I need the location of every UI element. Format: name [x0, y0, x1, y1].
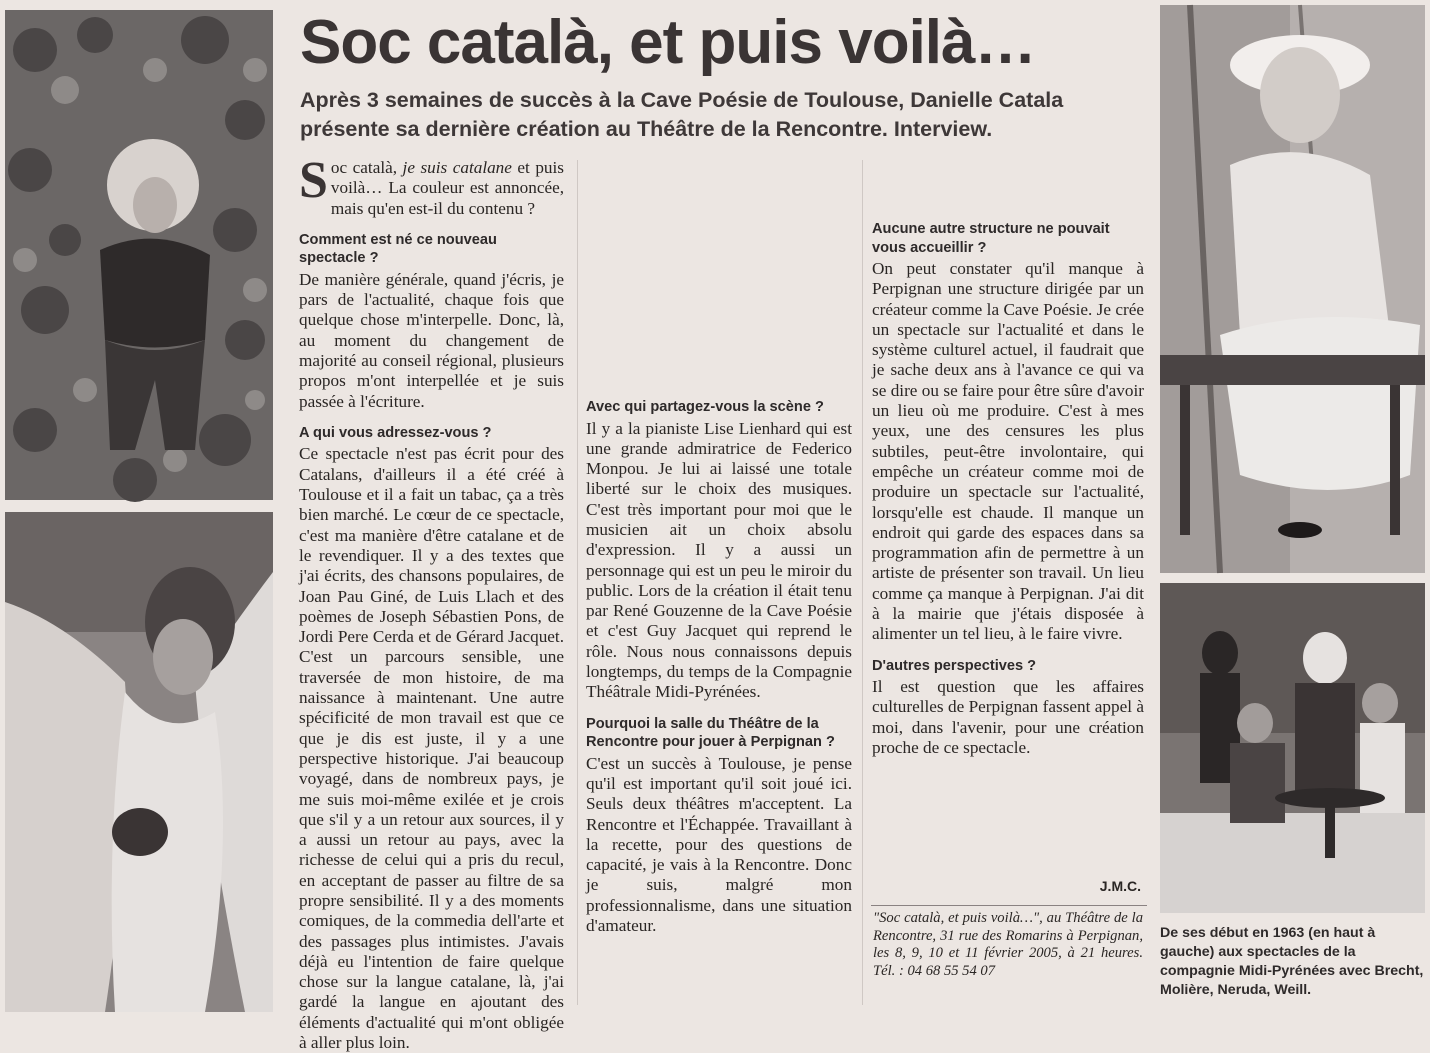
answer-paragraph: De manière générale, quand j'écris, je pars de l'actualité, chaque fois que quelque chose m'interpelle. Donc, là, au moment du changement de majorité au conseil régional, plusieurs propos m'ont interpellée et je suis passée à l'écriture.: [299, 269, 564, 411]
info-rule: [871, 905, 1147, 906]
answer-paragraph: Il est question que les affaires culturelles de Perpignan fassent appel à moi, dans l'avenir, pour une création proche de ce spectacle.: [872, 677, 1144, 758]
photo-actress-ivy: [5, 10, 273, 500]
question-heading: Aucune autre structure ne pouvait vous accueillir ?: [872, 221, 1110, 256]
headline: Soc català, et puis voilà…: [300, 8, 1036, 77]
standfirst: Après 3 semaines de succès à la Cave Poésie de Toulouse, Danielle Catala présente sa dernière création au Théâtre de la Rencontre. Interview.: [300, 88, 1064, 141]
answer-paragraph: Il y a la pianiste Lise Lienhard qui est une grande admiratrice de Federico Monpou. Je lui ai laissé une totale liberté sur le choix des musiques. C'est très important pour moi que le musicien ait un choix absolu d'expression. Il y a aussi un personnage qui est un peu le miroir du public. Lors de la création il était tenu par René Gouzenne de la Cave Poésie et c'est Guy Jacquet qui reprend le rôle. Nous nous connaissons depuis longtemps, du temps de la Compagnie Théâtrale Midi-Pyrénées.: [586, 418, 852, 702]
answer-paragraph: On peut constater qu'il manque à Perpignan une structure dirigée par un créateur comme la Cave Poésie. Je crée un spectacle sur l'actualité et dans le système culturel actuel, il faudrait que je sache deux ans à l'avance ce qui va se dire ou se faire pour être sûre d'avoir un lieu où me produire. C'est à mes yeux, une des censures les plus subtiles, peut-être involontaire, qui empêche un créateur comme moi de produire un spectacle sur l'actualité, lorsqu'elle est chaude. Il manque un endroit qui garde des espaces dans sa programmation afin de permettre à un artiste de présenter son travail. Un lieu comme ça manque à Perpignan. J'ai dit à la mairie que j'étais disposée à alimenter un tel lieu, à le faire vivre.: [872, 259, 1144, 644]
photo-caption: De ses début en 1963 (en haut à gauche) aux spectacles de la compagnie Midi-Pyrénées avec Brecht, Molière, Neruda, Weill.: [1160, 925, 1424, 998]
question-heading: Comment est né ce nouveau spectacle ?: [299, 231, 497, 267]
column-divider: [577, 160, 578, 1005]
question-heading: A qui vous adressez-vous ?: [299, 424, 492, 441]
photo-woman-hat: [1160, 5, 1425, 573]
answer-paragraph: C'est un succès à Toulouse, je pense qu'il est important qu'il soit joué ici. Seuls deux théâtres m'acceptent. La Rencontre et l'Échappée. Travaillant à la recette, pour des questions de capacité, je vais à la Rencontre. Donc je suis, malgré mon professionnalisme, dans une situation d'amateur.: [586, 753, 852, 936]
question-heading: Pourquoi la salle du Théâtre de la Rencontre pour jouer à Perpignan ?: [586, 715, 835, 751]
column-divider: [862, 160, 863, 1005]
author-signature: J.M.C.: [1099, 878, 1141, 894]
question-heading: Avec qui partagez-vous la scène ?: [586, 399, 824, 415]
dropcap: S: [299, 152, 328, 209]
practical-info: "Soc català, et puis voilà…", au Théâtre de la Rencontre, 31 rue des Romarins à Perpignan, les 8, 9, 10 et 11 février 2005, à 21 heures. Tél. : 04 68 55 54 07: [873, 910, 1143, 979]
photo-company-scene: [1160, 583, 1425, 913]
photo-actress-stage: [5, 512, 273, 1012]
article-column-2: [586, 158, 852, 1016]
article-column-1: [299, 152, 564, 1053]
answer-paragraph: Ce spectacle n'est pas écrit pour des Catalans, d'ailleurs il a été créé à Toulouse et il a fait un tabac, ça a très bien marché. Le cœur de ce spectacle, c'est ma manière d'être catalane et de le revendiquer. Il y a des textes que j'ai écrits, des chansons populaires, de Joan Pau Giné, de Luis Llach et des poèmes de Joseph Sébastien Pons, de Jordi Pere Cerda et de Gérard Jacquet. C'est un parcours sensible, une traversée de mon histoire, de ma naissance à maintenant. Une autre spécificité de mon travail est que ce que je dis est juste, il y a une perspective historique. J'ai beaucoup voyagé, dans de nombreux pays, je me suis moi-même exilée et je crois que s'il y a un retour aux sources, il y a aussi un retour au pays, avec la richesse de celui qui a pris du recul, en acceptant de passer au filtre de sa propre sensibilité. Il y a des moments comiques, de la commedia dell'arte et des passages plus intimistes. J'avais déjà eu l'intention de faire quelque chose sur la langue catalane, là, j'ai gardé la langue en ajoutant des éléments d'actualité qui m'ont obligée à aller plus loin.: [299, 444, 564, 1053]
article-column-3: [872, 158, 1144, 900]
question-heading: D'autres perspectives ?: [872, 657, 1037, 674]
intro-paragraph: Soc català, je suis catalane et puis voilà… La couleur est annoncée, mais qu'en est-il du contenu ?: [299, 152, 564, 218]
